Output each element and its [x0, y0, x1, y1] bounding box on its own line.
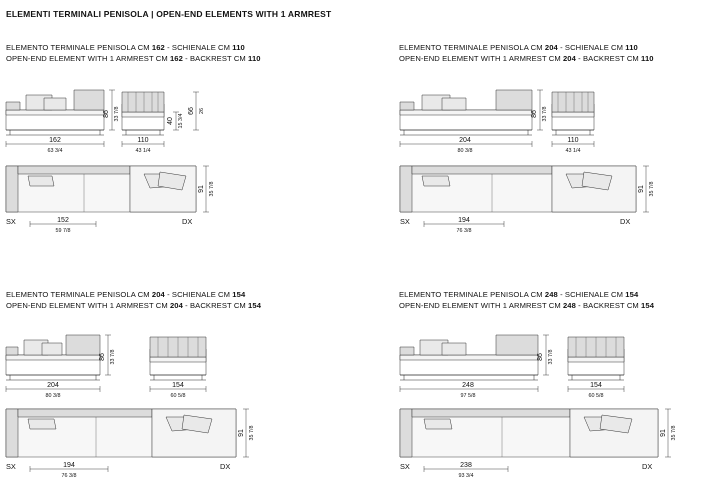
caption-it-size-1: 162	[151, 43, 165, 52]
product-block-4	[399, 289, 654, 311]
drawing-block-2	[392, 82, 702, 247]
caption-en-2	[399, 53, 654, 64]
svg-text:40: 40	[167, 117, 174, 125]
caption-en-size-2: 204	[562, 54, 576, 63]
caption-en-3	[6, 300, 261, 311]
plan-view-1	[6, 166, 215, 234]
caption-en-back-3: 154	[248, 301, 262, 310]
drawing-block-4	[392, 329, 702, 489]
caption-it-sep-4: - SCHIENALE CM	[557, 290, 626, 299]
svg-text:91: 91	[660, 429, 667, 437]
svg-text:60 5/8: 60 5/8	[588, 393, 604, 399]
drawing-block-3	[0, 329, 270, 489]
caption-it-sep-1: - SCHIENALE CM	[164, 43, 233, 52]
caption-en-back-1: 110	[248, 54, 261, 63]
svg-text:204: 204	[459, 137, 471, 144]
caption-it-size-4: 248	[544, 290, 558, 299]
svg-text:93 3/4: 93 3/4	[458, 473, 474, 479]
side-elevation-4	[568, 337, 624, 399]
svg-text:91: 91	[638, 185, 645, 193]
svg-text:26: 26	[199, 108, 205, 114]
svg-text:86: 86	[537, 353, 544, 361]
product-block-1	[6, 42, 261, 64]
caption-it-size-3: 204	[151, 290, 165, 299]
front-elevation-4	[400, 335, 554, 399]
svg-text:80 3/8: 80 3/8	[45, 393, 61, 399]
svg-text:DX: DX	[642, 462, 653, 471]
caption-it-back-3: 154	[232, 290, 246, 299]
caption-it-3	[6, 289, 261, 300]
caption-it-text-3: ELEMENTO TERMINALE PENISOLA CM	[6, 290, 152, 299]
caption-it-back-1: 110	[232, 43, 245, 52]
plan-view-2	[400, 166, 655, 234]
svg-text:43 1/4: 43 1/4	[135, 148, 151, 154]
svg-text:SX: SX	[6, 217, 16, 226]
side-elevation-1	[122, 92, 205, 154]
caption-en-text-3: OPEN-END ELEMENT WITH 1 ARMREST CM	[6, 301, 170, 310]
svg-text:35 7/8: 35 7/8	[249, 425, 255, 441]
caption-en-size-1: 162	[169, 54, 183, 63]
svg-text:SX: SX	[6, 462, 16, 471]
svg-text:59 7/8: 59 7/8	[55, 228, 71, 234]
svg-text:76 3/8: 76 3/8	[61, 473, 77, 479]
caption-it-4	[399, 289, 654, 300]
caption-en-text-1: OPEN-END ELEMENT WITH 1 ARMREST CM	[6, 54, 170, 63]
svg-text:35 7/8: 35 7/8	[649, 181, 655, 197]
caption-en-sep-1: - BACKREST CM	[182, 54, 249, 63]
svg-text:91: 91	[238, 429, 245, 437]
svg-text:204: 204	[47, 382, 59, 389]
svg-text:35 7/8: 35 7/8	[209, 181, 215, 197]
svg-text:33 7/8: 33 7/8	[542, 106, 548, 122]
svg-text:80 3/8: 80 3/8	[457, 148, 473, 154]
svg-text:35 7/8: 35 7/8	[671, 425, 677, 441]
plan-view-3	[6, 409, 255, 479]
side-elevation-2	[552, 92, 594, 154]
caption-it-sep-3: - SCHIENALE CM	[164, 290, 233, 299]
plan-view-4	[400, 409, 677, 479]
caption-it-back-4: 154	[625, 290, 639, 299]
caption-it-text-4: ELEMENTO TERMINALE PENISOLA CM	[399, 290, 545, 299]
front-elevation-3	[6, 335, 116, 399]
svg-text:238: 238	[460, 462, 472, 469]
svg-text:152: 152	[57, 217, 69, 224]
svg-text:91: 91	[198, 185, 205, 193]
caption-en-sep-4: - BACKREST CM	[575, 301, 642, 310]
svg-text:194: 194	[458, 217, 470, 224]
caption-en-size-4: 248	[562, 301, 576, 310]
svg-text:86: 86	[531, 110, 538, 118]
svg-text:162: 162	[49, 137, 61, 144]
caption-en-text-2: OPEN-END ELEMENT WITH 1 ARMREST CM	[399, 54, 563, 63]
svg-text:97 5/8: 97 5/8	[460, 393, 476, 399]
caption-en-1	[6, 53, 261, 64]
caption-en-4	[399, 300, 654, 311]
svg-text:110: 110	[567, 137, 579, 144]
svg-text:110: 110	[137, 137, 149, 144]
caption-it-size-2: 204	[544, 43, 558, 52]
svg-text:33 7/8: 33 7/8	[114, 106, 120, 122]
page-title: ELEMENTI TERMINALI PENISOLA | OPEN-END ELEMENTS WITH 1 ARMREST	[6, 9, 332, 19]
svg-text:43 1/4: 43 1/4	[565, 148, 581, 154]
svg-text:33 7/8: 33 7/8	[110, 349, 116, 365]
svg-text:76 3/8: 76 3/8	[456, 228, 472, 234]
caption-it-1	[6, 42, 261, 53]
product-block-3	[6, 289, 261, 311]
caption-en-size-3: 204	[169, 301, 183, 310]
caption-it-back-2: 110	[625, 43, 638, 52]
svg-text:15 3/4: 15 3/4	[178, 113, 184, 129]
svg-text:66: 66	[188, 107, 195, 115]
drawing-block-1	[0, 82, 260, 247]
svg-text:86: 86	[99, 353, 106, 361]
side-elevation-3	[150, 337, 206, 399]
caption-it-text-2: ELEMENTO TERMINALE PENISOLA CM	[399, 43, 545, 52]
caption-it-2	[399, 42, 654, 53]
caption-en-text-4: OPEN-END ELEMENT WITH 1 ARMREST CM	[399, 301, 563, 310]
front-elevation-1	[6, 90, 120, 154]
svg-text:33 7/8: 33 7/8	[548, 349, 554, 365]
svg-text:86: 86	[103, 110, 110, 118]
svg-text:DX: DX	[182, 217, 193, 226]
svg-text:SX: SX	[400, 217, 410, 226]
caption-en-back-4: 154	[641, 301, 655, 310]
caption-en-back-2: 110	[641, 54, 654, 63]
caption-it-text-1: ELEMENTO TERMINALE PENISOLA CM	[6, 43, 152, 52]
svg-text:DX: DX	[220, 462, 231, 471]
product-block-2	[399, 42, 654, 64]
caption-en-sep-3: - BACKREST CM	[182, 301, 249, 310]
svg-text:154: 154	[172, 382, 184, 389]
svg-text:SX: SX	[400, 462, 410, 471]
caption-en-sep-2: - BACKREST CM	[575, 54, 642, 63]
svg-text:63 3/4: 63 3/4	[47, 148, 63, 154]
svg-text:60 5/8: 60 5/8	[170, 393, 186, 399]
svg-text:154: 154	[590, 382, 602, 389]
svg-text:DX: DX	[620, 217, 631, 226]
caption-it-sep-2: - SCHIENALE CM	[557, 43, 626, 52]
front-elevation-2	[400, 90, 548, 154]
svg-text:248: 248	[462, 382, 474, 389]
svg-text:194: 194	[63, 462, 75, 469]
